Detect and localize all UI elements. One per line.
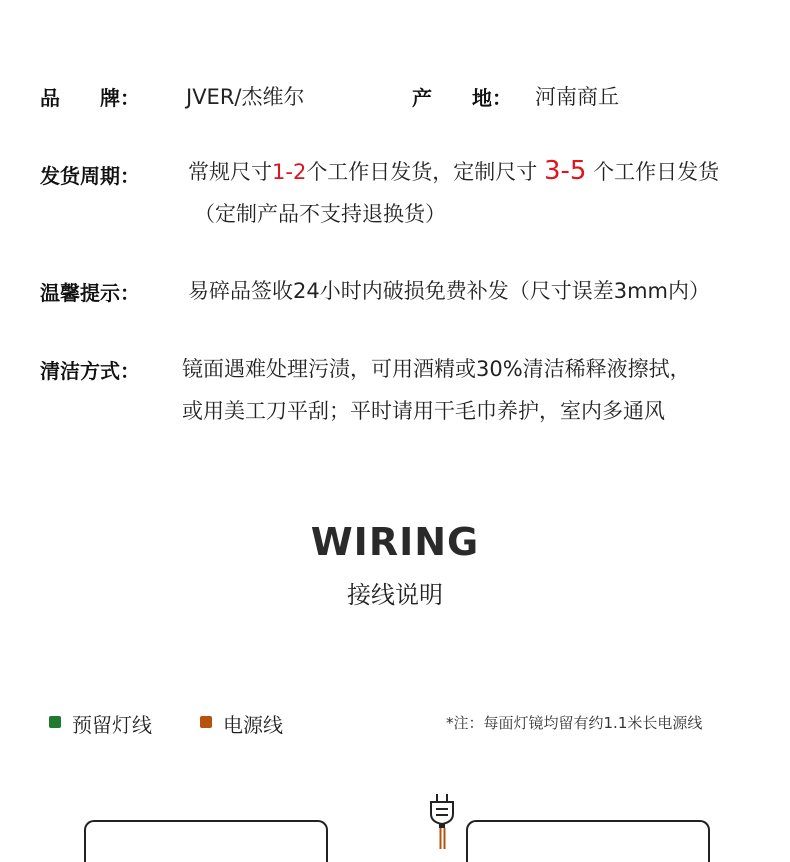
wiring-title-cn: 接线说明	[347, 581, 443, 609]
tip-label: 温馨提示：	[40, 281, 140, 305]
shipping-regular-days: 1-2	[272, 160, 307, 184]
shipping-label: 发货周期：	[40, 164, 140, 188]
legend-power-wire: 电源线	[223, 713, 283, 737]
shipping-line2: （定制产品不支持退换货）	[194, 202, 446, 226]
shipping-text-e: 个工作日发货	[586, 160, 720, 184]
shipping-text-a: 常规尺寸	[188, 160, 272, 184]
tip-value: 易碎品签收24小时内破损免费补发（尺寸误差3mm内）	[188, 279, 710, 303]
plug-icon	[426, 792, 460, 849]
clean-label: 清洁方式：	[40, 359, 140, 383]
wiring-note: *注：每面灯镜均留有约1.1米长电源线	[446, 714, 703, 732]
mirror-right-outline	[466, 820, 710, 862]
clean-line2: 或用美工刀平刮；平时请用干毛巾养护，室内多通风	[182, 399, 665, 423]
mirror-left-outline	[84, 820, 328, 862]
origin-label: 产 地：	[412, 86, 512, 110]
green-legend-swatch	[49, 716, 61, 728]
orange-legend-swatch	[200, 716, 212, 728]
origin-value: 河南商丘	[535, 85, 619, 109]
clean-line1: 镜面遇难处理污渍，可用酒精或30%清洁稀释液擦拭，	[182, 357, 691, 381]
brand-label: 品 牌：	[40, 86, 140, 110]
shipping-line1	[188, 156, 719, 186]
shipping-custom-days: 3-5	[544, 156, 587, 186]
brand-value: JVER/杰维尔	[186, 85, 305, 109]
shipping-text-c: 个工作日发货，定制尺寸	[306, 160, 544, 184]
legend-reserved-wire: 预留灯线	[72, 713, 152, 737]
wiring-title-en: WIRING	[310, 520, 480, 564]
